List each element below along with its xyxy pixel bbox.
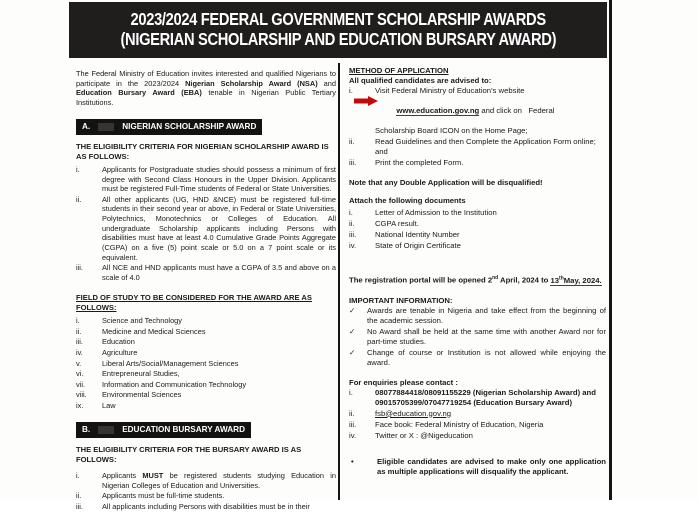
field-text: Liberal Arts/Social/Management Sciences [102,358,239,368]
facebook-contact: Face book: Federal Ministry of Education, Nigeria [375,419,544,429]
attach-text: CGPA result. [375,219,419,228]
header-band [69,2,607,58]
field-item [76,380,336,390]
bursary-eligibility-heading: THE ELIGIBILITY CRITERIA FOR THE BURSARY AWARD IS AS FOLLOWS: [76,445,302,465]
portal-text: The registration portal will be opened 2 [349,275,493,285]
field-item [76,327,336,337]
important-information-heading: IMPORTANT INFORMATION: [349,295,453,305]
list-numeral: iii. [76,337,83,347]
award-name: Nigerian Scholarship Award [475,387,578,397]
list-item [76,195,336,262]
list-numeral: iii. [76,501,83,511]
attach-text: State of Origin Certificate [375,241,461,250]
list-numeral: ii. [76,326,82,336]
list-numeral: i. [349,86,353,95]
list-numeral: vii. [76,379,86,389]
ordinal-suffix: nd [492,275,499,281]
list-text: Applicants for Postgraduate studies should possess a minimum of first degree with Second Class Honours in the Upper Division. Applicants must be registered Full-Time students of Federal or State Universities. [102,164,336,194]
section-b-letter: B. [82,424,91,434]
list-numeral: iii. [349,158,357,167]
must-bold: MUST [142,471,164,481]
final-advice-text: Eligible candidates are advised to make only one application as multiple applications will disqualify the applicant. [377,456,606,476]
bar-spacer [98,426,114,434]
list-numeral: ii. [349,408,355,418]
list-item [76,263,336,282]
portal-text: April, 2024 to [498,275,551,285]
attach-item [349,241,606,251]
website-link[interactable]: www.education.gov.ng [396,106,480,115]
method-item [349,137,606,157]
portal-text: 13 [550,275,560,285]
method-item-text: Print the completed Form. [375,158,464,167]
check-icon: ✓ [349,326,356,336]
list-numeral: viii. [76,390,87,400]
portal-text: May, 2024. [563,275,602,285]
intro-nsa-bold: Nigerian Scholarship Award (NSA) [185,78,318,88]
attach-text: National Identity Number [375,230,460,239]
list-text: be registered students studying Education in Nigerian Colleges of Education and Universities. [102,471,336,490]
method-item-text [375,86,606,136]
section-a-title: NIGERIAN SCHOLARSHIP AWARD [122,121,257,131]
list-item [76,165,336,194]
enquiry-item [349,388,606,408]
list-numeral: iii. [76,263,83,273]
list-numeral: iv. [349,241,357,250]
important-text: Change of course or Institution is not allowed while enjoying the award. [367,347,606,367]
section-a-bar [76,119,262,136]
intro-text: tenable in Nigerian Public Tertiary Institutions. [76,88,336,107]
method-line3: Scholarship Board ICON on the Home Page; [375,126,528,135]
column-divider [338,63,340,500]
field-text: Medicine and Medical Sciences [102,326,206,336]
nsa-eligibility-heading: THE ELIGIBILITY CRITERIA FOR NIGERIAN SCHOLARSHIP AWARD IS AS FOLLOWS: [76,142,329,162]
method-item [349,158,606,168]
list-text [102,471,336,490]
important-item [349,306,606,326]
enquiry-item [349,431,606,441]
list-numeral: i. [76,164,80,174]
field-item [76,316,336,326]
field-item [76,369,336,379]
list-text: Applicants [102,471,143,481]
field-item [76,401,336,411]
enquiry-item [349,409,606,419]
award-name: Education Bursary Award [475,397,570,407]
field-of-study-heading: FIELD OF STUDY TO BE CONSIDERED FOR THE AWARD ARE AS FOLLOWS: [76,293,312,313]
list-numeral: i. [76,316,80,326]
list-text: All other applicants (UG, HND &NCE) must be registered full-time students in their second year or above, in Federal or State Universities, Polytechnics, Monotechnics or Colleges of Education. All undergraduate Scholarship applicants including Persons with disabilities must have at least 4.0 Cumulative Grade Points Aggregate (CGPA) on a five (5) point scale or 5.0 on a 7 point scale or its equivalent. [102,194,336,262]
list-numeral: iv. [349,430,357,440]
method-item [349,86,606,136]
important-text: No Award shall be held at the same time with another Award nor for part-time studies. [367,326,606,346]
attach-text: Letter of Admission to the Institution [375,208,497,217]
list-numeral: v. [76,358,82,368]
list-numeral: ii. [349,137,355,146]
twitter-contact: Twitter or X : @Nigeducation [375,430,473,440]
field-text: Education [102,337,135,347]
page-right-border [609,0,612,500]
attach-item [349,230,606,240]
field-item [76,337,336,347]
field-item [76,348,336,358]
list-numeral: ii. [76,194,82,204]
closing-date [550,276,601,286]
section-a-letter: A. [82,121,91,131]
method-item-text: Read Guidelines and then Complete the Application Form online; and [375,137,596,156]
list-item [76,502,336,512]
attach-item [349,219,606,229]
method-of-application-heading: METHOD OF APPLICATION [349,66,449,75]
list-numeral: i. [349,387,353,397]
list-numeral: iii. [349,419,357,429]
field-text: Agriculture [102,347,138,357]
list-numeral: vi. [76,369,84,379]
method-line1: Visit Federal Ministry of Education's website [375,86,525,95]
phone-numbers: ) [569,397,573,407]
attach-item [349,208,606,218]
field-text: Environmental Sciences [102,390,182,400]
important-text: Awards are tenable in Nigeria and take effect from the beginning of the academic session. [367,305,606,325]
email-link[interactable]: fsb@education.gov.ng [375,408,452,418]
list-numeral: iv. [76,347,83,357]
section-b-bar [76,422,251,439]
list-text: Applicants must be full-time students. [102,491,225,501]
enquiry-phones [375,388,606,408]
intro-text: and [317,78,336,88]
method-line2 [375,96,606,126]
list-text: All applicants including Persons with disabilities must be in their [102,501,310,511]
bar-spacer [98,123,114,131]
red-arrow-icon [354,96,378,106]
list-item [76,471,336,490]
field-text: Law [102,401,116,411]
field-text: Information and Communication Technology [102,379,247,389]
intro-paragraph [76,69,336,108]
field-text: Science and Technology [102,316,182,326]
left-column [76,69,336,513]
double-application-note: Note that any Double Application will be disqualified! [349,178,543,187]
section-b-title: EDUCATION BURSARY AWARD [122,424,246,434]
attach-documents-heading: Attach the following documents [349,196,466,205]
list-numeral: ii. [349,219,355,228]
list-numeral: ii. [76,491,82,501]
header-title-line1: 2023/2024 FEDERAL GOVERNMENT SCHOLARSHIP AWARDS [130,9,546,30]
list-numeral: iii. [349,230,357,239]
check-icon: ✓ [349,305,356,315]
bullet-icon: • [351,456,354,466]
list-numeral: i. [76,471,80,481]
list-numeral: i. [349,208,353,217]
phone-numbers: 08077884418/08091155229 ( [375,387,476,397]
registration-portal-dates [349,275,606,286]
list-numeral: ix. [76,401,84,411]
intro-text: The Federal Ministry of Education invites interested and qualified Nigerians to participate in the 2023/2024 [76,69,336,88]
ordinal-suffix: th [559,275,564,281]
phone-numbers: ) and 09015705399/07047719254 ( [375,387,596,407]
header-title-line2: (NIGERIAN SCHOLARSHIP AND EDUCATION BURSARY AWARD) [120,29,556,49]
enquiry-item [349,420,606,430]
list-text: All NCE and HND applicants must have a CGPA of 3.5 and above on a scale of 4.0 [102,263,336,282]
intro-eba-bold: Education Bursary Award (EBA) [76,88,202,98]
important-item [349,348,606,368]
important-item [349,327,606,347]
field-text: Entrepreneural Studies, [102,369,180,379]
enquiries-heading: For enquiries please contact : [349,377,458,387]
list-item [76,491,336,501]
method-intro: All qualified candidates are advised to: [349,76,492,85]
field-item [76,390,336,400]
final-advice [349,457,606,477]
method-line2-rest: and click on Federal [479,106,555,115]
field-item [76,359,336,369]
right-column [349,66,606,477]
check-icon: ✓ [349,347,356,357]
